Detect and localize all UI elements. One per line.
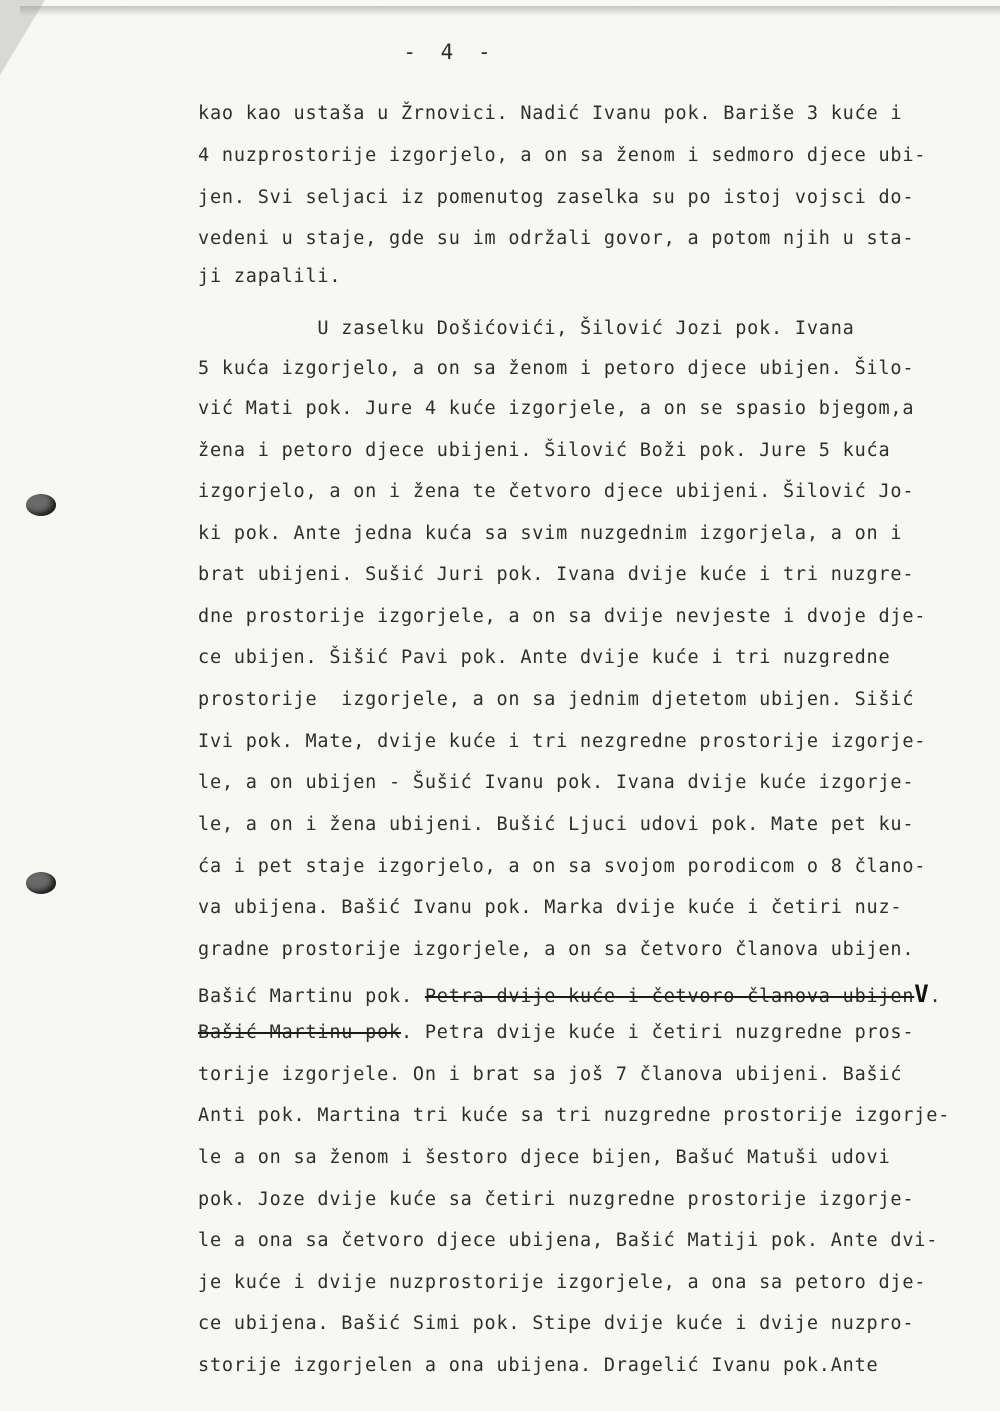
punch-hole-icon	[26, 872, 56, 894]
text-line: le, a on ubijen - Šušić Ivanu pok. Ivana dvije kuće izgorje-	[198, 772, 915, 793]
text-line-with-correction	[198, 1022, 958, 1043]
text-line: va ubijena. Bašić Ivanu pok. Marka dvije kuće i četiri nuz-	[198, 897, 903, 918]
text-line: ji zapalili.	[198, 266, 342, 287]
text-segment: . Petra dvije kuće i četiri nuzgredne pros-	[400, 1022, 915, 1043]
text-line: le, a on i žena ubijeni. Bušić Ljuci udovi pok. Mate pet ku-	[198, 814, 915, 835]
text-line: ce ubijena. Bašić Simi pok. Stipe dvije kuće i dvije nuzpro-	[198, 1313, 915, 1334]
text-line-with-correction	[198, 980, 958, 1008]
page-number: - 4 -	[403, 40, 497, 64]
text-line: vić Mati pok. Jure 4 kuće izgorjele, a on se spasio bjegom,a	[198, 398, 915, 419]
text-line: Anti pok. Martina tri kuće sa tri nuzgredne prostorije izgorje-	[198, 1105, 951, 1126]
struck-text: Bašić Martinu pok	[198, 1022, 401, 1043]
text-line: U zaselku Došićovići, Šilović Jozi pok. Ivana	[198, 318, 855, 339]
struck-text: Petra dvije kuće i četvoro članova ubijen	[424, 986, 915, 1007]
text-line: brat ubijeni. Sušić Juri pok. Ivana dvije kuće i tri nuzgre-	[198, 564, 915, 585]
scan-top-edge	[20, 6, 1000, 16]
text-line: Ivi pok. Mate, dvije kuće i tri nezgredne prostorije izgorje-	[198, 731, 927, 752]
text-segment: .	[929, 986, 942, 1007]
text-line: torije izgorjele. On i brat sa još 7 članova ubijeni. Bašić	[198, 1064, 903, 1085]
text-line: storije izgorjelen a ona ubijena. Dragelić Ivanu pok.Ante	[198, 1355, 879, 1376]
text-line: ća i pet staje izgorjelo, a on sa svojom porodicom o 8 člano-	[198, 856, 927, 877]
punch-hole-icon	[26, 494, 56, 516]
text-line: je kuće i dvije nuzprostorije izgorjele, a ona sa petoro dje-	[198, 1272, 927, 1293]
text-line: izgorjelo, a on i žena te četvoro djece ubijeni. Šilović Jo-	[198, 481, 915, 502]
text-line: le a on sa ženom i šestoro djece bijen, Bašuć Matuši udovi	[198, 1147, 891, 1168]
text-line: jen. Svi seljaci iz pomenutog zaselka su po istoj vojsci do-	[198, 187, 915, 208]
text-line: gradne prostorije izgorjele, a on sa četvoro članova ubijen.	[198, 939, 915, 960]
text-segment: Bašić Martinu pok.	[198, 986, 425, 1007]
text-line: prostorije izgorjele, a on sa jednim djetetom ubijen. Sišić	[198, 689, 915, 710]
handwritten-check-mark: V	[914, 980, 930, 1008]
text-line: kao kao ustaša u Žrnovici. Nadić Ivanu pok. Bariše 3 kuće i	[198, 103, 903, 124]
text-line: žena i petoro djece ubijeni. Šilović Boži pok. Jure 5 kuća	[198, 440, 891, 461]
text-line: 5 kuća izgorjelo, a on sa ženom i petoro djece ubijen. Šilo-	[198, 358, 915, 379]
text-line: le a ona sa četvoro djece ubijena, Bašić Matiji pok. Ante dvi-	[198, 1230, 939, 1251]
text-line: ce ubijen. Šišić Pavi pok. Ante dvije kuće i tri nuzgredne	[198, 647, 891, 668]
text-line: 4 nuzprostorije izgorjelo, a on sa ženom i sedmoro djece ubi-	[198, 145, 927, 166]
text-line: pok. Joze dvije kuće sa četiri nuzgredne prostorije izgorje-	[198, 1189, 915, 1210]
text-line: vedeni u staje, gde su im održali govor, a potom njih u sta-	[198, 228, 915, 249]
text-line: dne prostorije izgorjele, a on sa dvije nevjeste i dvoje dje-	[198, 606, 927, 627]
text-line: ki pok. Ante jedna kuća sa svim nuzgednim izgorjela, a on i	[198, 523, 903, 544]
